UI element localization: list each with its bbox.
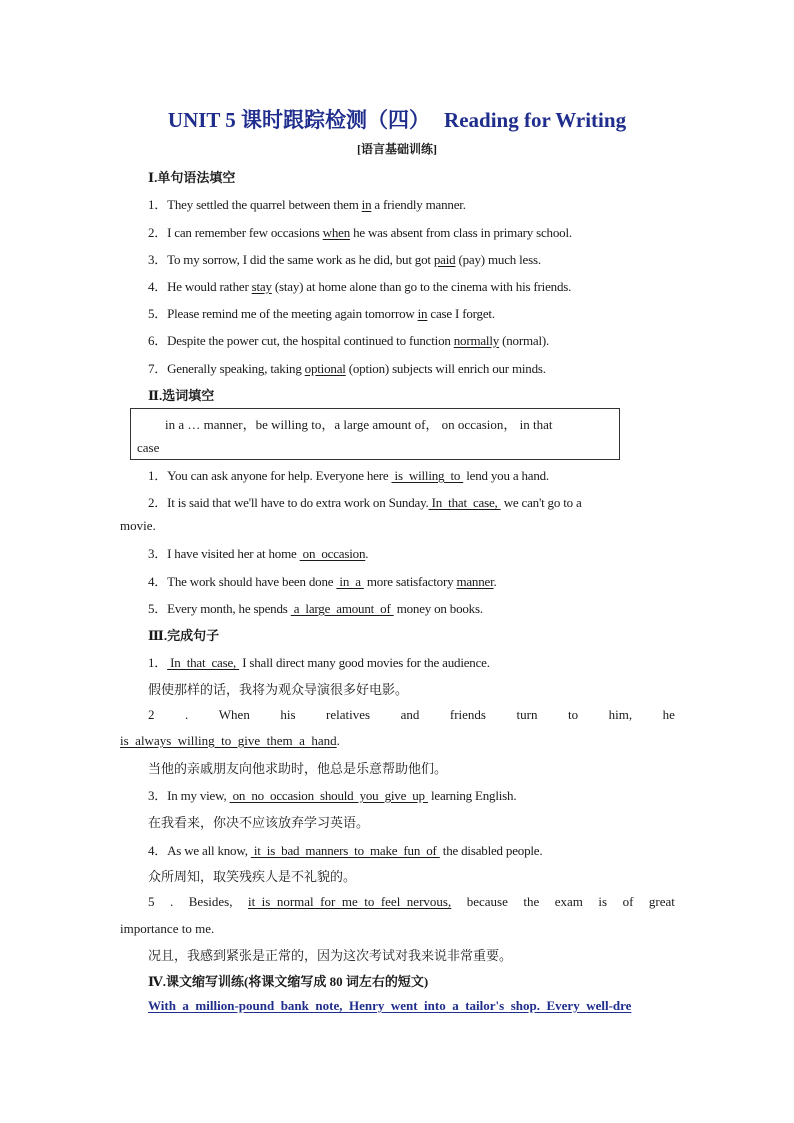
- s2-item-4: [148, 571, 497, 590]
- s1-item-7: [148, 358, 546, 377]
- answer-blank: on occasion: [299, 546, 366, 561]
- s1-item-1: [148, 194, 466, 213]
- item-number: 4．: [148, 843, 168, 858]
- item-text: .: [365, 546, 369, 561]
- item-number: 2．: [148, 225, 168, 240]
- item-text: case I forget.: [427, 306, 495, 321]
- item-text: lend you a hand.: [463, 468, 549, 483]
- s1-item-4: [148, 276, 571, 295]
- item-number: 5．: [148, 306, 168, 321]
- s3-item-5: [148, 894, 675, 910]
- item-text: Every month, he spends: [167, 601, 291, 616]
- answer-blank: in: [361, 197, 372, 212]
- s3-item-2: [148, 707, 675, 723]
- item-text: he was absent from class in primary school.: [350, 225, 572, 240]
- item-text: .: [336, 733, 340, 748]
- item-number: 2．: [148, 495, 168, 510]
- answer-blank: paid: [433, 252, 456, 267]
- item-text: (pay) much less.: [455, 252, 541, 267]
- item-word: and: [400, 707, 420, 722]
- s3-item-4-translation: 众所周知，取笑残疾人是不礼貌的。: [148, 869, 357, 884]
- answer-blank: on no occasion should you give up: [229, 788, 428, 803]
- section2-heading: Ⅱ.选词填空: [148, 388, 215, 403]
- answer-blank: is willing to: [391, 468, 464, 483]
- item-number: 5．: [148, 601, 168, 616]
- item-word: his: [280, 707, 296, 722]
- item-word: 5: [148, 894, 155, 909]
- item-word: him,: [608, 707, 633, 722]
- answer-blank: a large amount of: [290, 601, 394, 616]
- item-word: to: [567, 707, 579, 722]
- item-number: 3．: [148, 546, 168, 561]
- s2-item-2-continued: movie.: [120, 518, 156, 533]
- item-text: They settled the quarrel between them: [167, 197, 362, 212]
- item-word: When: [218, 707, 250, 722]
- section1-heading: Ⅰ.单句语法填空: [148, 170, 236, 185]
- s1-item-6: [148, 330, 549, 349]
- s3-item-1: [148, 652, 490, 671]
- s3-item-3-translation: 在我看来，你决不应该放弃学习英语。: [148, 815, 370, 830]
- answer-blank: normally: [453, 333, 500, 348]
- item-word: Besides,: [188, 894, 233, 909]
- word-bank-line2: case: [137, 440, 160, 455]
- item-word: great: [648, 894, 675, 909]
- answer-blank: it is bad manners to make fun of: [250, 843, 440, 858]
- item-text: (option) subjects will enrich our minds.: [345, 361, 546, 376]
- s2-item-5: [148, 598, 483, 617]
- s1-item-2: [148, 222, 572, 241]
- section3-heading: Ⅲ.完成句子: [148, 628, 220, 643]
- answer-blank: it is normal for me to feel nervous,: [247, 894, 452, 909]
- item-text: It is said that we'll have to do extra work on Sunday.: [167, 495, 429, 510]
- s2-item-2: [148, 492, 582, 511]
- item-text: As we all know,: [167, 843, 251, 858]
- answer-blank: optional: [304, 361, 346, 376]
- item-text: Despite the power cut, the hospital continued to function: [167, 333, 454, 348]
- item-text: the disabled people.: [439, 843, 543, 858]
- item-number: 3．: [148, 252, 168, 267]
- item-word: .: [185, 707, 189, 722]
- item-text: The work should have been done: [167, 574, 337, 589]
- s2-item-1: [148, 465, 549, 484]
- answer-blank: In that case,: [167, 655, 240, 670]
- page-subtitle: [语言基础训练]: [357, 142, 437, 156]
- s1-item-3: [148, 249, 541, 268]
- item-text: Generally speaking, taking: [167, 361, 305, 376]
- answer-blank: manner: [456, 574, 494, 589]
- item-number: 4．: [148, 279, 168, 294]
- item-text: I have visited her at home: [167, 546, 300, 561]
- item-text: a friendly manner.: [371, 197, 466, 212]
- item-word: exam: [554, 894, 583, 909]
- section4-heading: Ⅳ.课文缩写训练(将课文缩写成 80 词左右的短文): [148, 974, 429, 989]
- item-text: .: [493, 574, 497, 589]
- item-text: we can't go to a: [500, 495, 582, 510]
- s2-item-3: [148, 543, 368, 562]
- title-english: Reading for Writing: [444, 108, 627, 132]
- s3-item-4: [148, 840, 542, 859]
- s3-item-5-translation: 况且，我感到紧张是正常的，因为这次考试对我来说非常重要。: [148, 948, 513, 963]
- answer-text: With a million-pound bank note, Henry went into a tailor's shop. Every well-dre: [148, 998, 632, 1013]
- page-title: [0, 104, 794, 134]
- item-number: 1．: [148, 655, 168, 670]
- item-text: (stay) at home alone than go to the cinema with his friends.: [271, 279, 572, 294]
- item-word: 2: [148, 707, 155, 722]
- item-text: He would rather: [167, 279, 252, 294]
- item-word: of: [622, 894, 634, 909]
- item-word: .: [170, 894, 174, 909]
- item-text: To my sorrow, I did the same work as he did, but got: [167, 252, 434, 267]
- item-text: You can ask anyone for help. Everyone here: [167, 468, 392, 483]
- item-text: I can remember few occasions: [167, 225, 323, 240]
- s3-item-2-translation: 当他的亲戚朋友向他求助时，他总是乐意帮助他们。: [148, 761, 448, 776]
- item-text: (normal).: [499, 333, 550, 348]
- title-chinese: UNIT 5 课时跟踪检测（四）: [167, 108, 431, 132]
- item-word: is: [598, 894, 608, 909]
- summary-answer: [148, 998, 670, 1014]
- s3-item-1-translation: 假使那样的话，我将为观众导演很多好电影。: [148, 682, 409, 697]
- item-text: more satisfactory: [363, 574, 457, 589]
- s3-item-2-continued: [120, 733, 340, 749]
- item-word: because: [466, 894, 508, 909]
- item-number: 1．: [148, 197, 168, 212]
- s1-item-5: [148, 303, 495, 322]
- item-number: 6．: [148, 333, 168, 348]
- item-text: learning English.: [427, 788, 517, 803]
- answer-blank: in a: [336, 574, 364, 589]
- s3-item-3: [148, 785, 516, 804]
- item-word: turn: [516, 707, 538, 722]
- item-text: I shall direct many good movies for the audience.: [239, 655, 490, 670]
- item-word: friends: [449, 707, 486, 722]
- answer-blank: In that case,: [428, 495, 501, 510]
- item-number: 7．: [148, 361, 168, 376]
- word-bank-line1: in a … manner，be willing to，a large amount of， on occasion， in that: [165, 417, 553, 432]
- answer-blank: stay: [251, 279, 272, 294]
- answer-blank: when: [322, 225, 351, 240]
- s3-item-5-continued: importance to me.: [120, 921, 215, 936]
- word-bank-box: [130, 408, 620, 460]
- item-number: 1．: [148, 468, 168, 483]
- item-word: relatives: [326, 707, 371, 722]
- answer-blank: in: [417, 306, 428, 321]
- item-text: Please remind me of the meeting again tomorrow: [167, 306, 418, 321]
- item-text: In my view,: [167, 788, 230, 803]
- item-number: 4．: [148, 574, 168, 589]
- item-word: he: [662, 707, 675, 722]
- item-number: 3．: [148, 788, 168, 803]
- item-text: money on books.: [393, 601, 483, 616]
- item-word: the: [523, 894, 540, 909]
- answer-blank: is always willing to give them a hand: [120, 733, 337, 748]
